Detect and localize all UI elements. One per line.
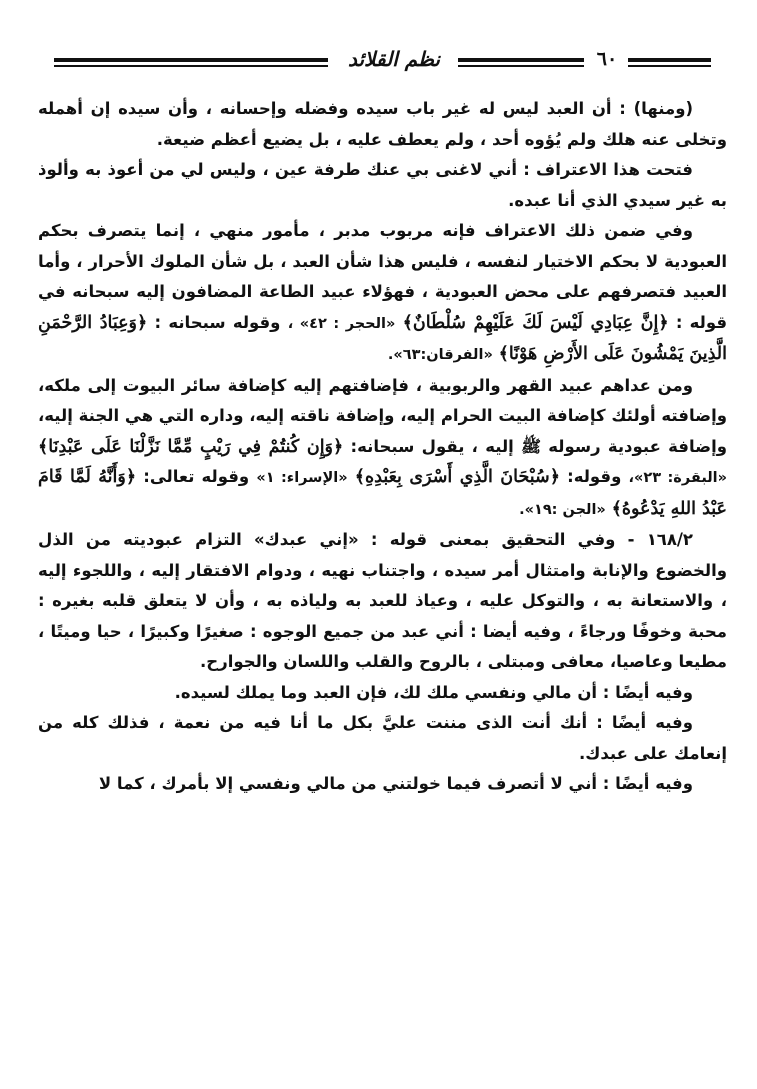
quran-verse-isra-1: ﴿سُبْحَانَ الَّذِي أَسْرَى بِعَبْدِهِ﴾ <box>354 467 560 487</box>
paragraph-4-connector: وقوله: <box>567 467 622 486</box>
paragraph-1: (ومنها) : أن العبد ليس له غير باب سيده وفضله وإحسانه ، وأن سيده إن أهمله وتخلى عنه هلك ولم يُؤوه أحد ، ولم يعطف عليه ، بل يضيع أعظم ضيعة. <box>38 99 727 149</box>
page-number: ٦٠ <box>596 48 618 70</box>
header-rule-right <box>628 58 711 67</box>
quran-verse-hijr-42: ﴿إِنَّ عِبَادِي لَيْسَ لَكَ عَلَيْهِمْ سُلْطَانٌ﴾ <box>402 312 669 333</box>
paragraph-4 <box>38 371 727 526</box>
paragraph-5: ١٦٨/٢ - وفي التحقيق بمعنى قوله : «إني عبدك» التزام عبوديته من الذل والخضوع والإنابة وامتثال أمر سيده ، واجتناب نهيه ، ودوام الافتقار إليه ، واللجوء إليه ، والاستعانة به ، والتوكل عليه ، وعياذ للعبد به ولياذه به ، وأن لا يتعلق قلبه بغيره : محبة وخوفًا ورجاءً ، وفيه أيضا : أني عبد من جميع الوجوه : صغيرًا وكبيرًا ، حيا وميتًا ، مطيعا وعاصيا، معافى ومبتلى ، بالروح والقلب واللسان والجوارح. <box>38 530 727 671</box>
verse-reference-jinn: «الجن :١٩». <box>519 501 606 518</box>
paragraph-3-intro: وفي ضمن ذلك الاعتراف فإنه مربوب مدبر ، مأمور منهي ، إنما يتصرف بحكم العبودية لا بحكم الاختيار لنفسه ، فليس هذا شأن العبد ، بل شأن الملوك الأحرار ، وأما العبيد فتصرفهم على محض العبودية ، فهؤلاء عبيد الطاعة المضافون إليه سبحانه في قوله : <box>38 221 728 332</box>
paragraph-6: وفيه أيضًا : أن مالي ونفسي ملك لك، فإن العبد وما يملك لسيده. <box>174 682 693 702</box>
paragraph-3-connector: وقوله سبحانه : <box>154 312 281 332</box>
header-rule-middle <box>458 58 584 67</box>
header-rule-left <box>54 58 328 67</box>
quran-verse-jinn-19: ﴿وَأَنَّهُ لَمَّا قَامَ عَبْدُ اللهِ يَدْعُوهُ﴾ <box>38 467 727 519</box>
body-text <box>38 94 727 800</box>
quran-verse-baqara-23: ﴿وَإِن كُنتُمْ فِي رَيْبٍ مِّمَّا نَزَّلْنَا عَلَى عَبْدِنَا﴾ <box>38 436 344 457</box>
quran-verse-furqan-63: ﴿وَعِبَادُ الرَّحْمَنِ الَّذِينَ يَمْشُونَ عَلَى الأَرْضِ هَوْنًا﴾ <box>38 312 727 364</box>
verse-reference-furqan: «الفرقان:٦٣». <box>387 347 493 363</box>
running-header <box>54 44 711 84</box>
paragraph-2: فتحت هذا الاعتراف : أني لاغنى بي عنك طرفة عين ، وليس لي من أعوذ به وألوذ به غير سيدي الذي أنا عبده. <box>38 160 727 210</box>
verse-reference-hijr: «الحجر : ٤٢» ، <box>287 315 396 332</box>
verse-reference-isra: «الإسراء: ١» <box>256 470 348 486</box>
paragraph-4-intro: ومن عداهم عبيد القهر والربوبية ، فإضافتهم إليه كإضافة سائر البيوت إلى ملكه، وإضافته أولئك كإضافة البيت الحرام إليه، وإضافة ناقته إليه، وداره التي هي الجنة إليه، وإضافة عبودية رسوله ﷺ إليه ، يقول سبحانه: <box>38 375 727 456</box>
paragraph-4-connector-2: وقوله تعالى: <box>143 467 250 486</box>
paragraph-3 <box>38 216 727 371</box>
verse-reference-baqara: «البقرة: ٢٣»، <box>628 470 728 486</box>
paragraph-8: وفيه أيضًا : أني لا أتصرف فيما خولتني من مالي ونفسي إلا بأمرك ، كما لا <box>98 774 693 793</box>
book-title: نظم القلائد <box>347 47 440 71</box>
paragraph-7: وفيه أيضًا : أنك أنت الذى مننت عليَّ بكل ما أنا فيه من نعمة ، فذلك كله من إنعامك على عبدك. <box>38 713 727 763</box>
